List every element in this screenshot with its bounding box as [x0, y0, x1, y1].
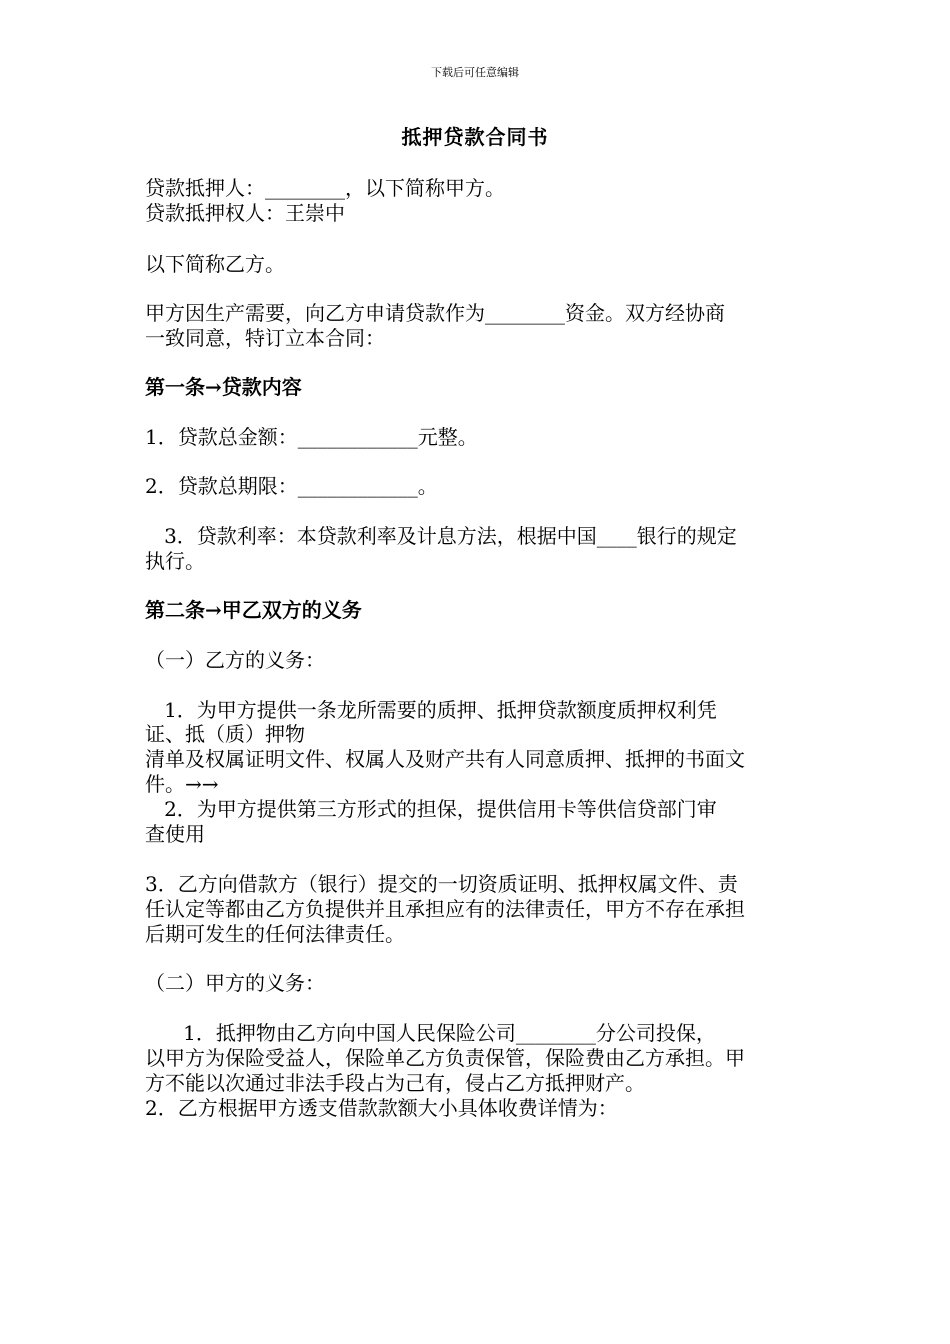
preamble-line-1: 甲方因生产需要，向乙方申请贷款作为________资金。双方经协商 — [145, 301, 725, 325]
b-item1-line-3: 清单及权属证明文件、权属人及财产共有人同意质押、抵押的书面文 — [145, 747, 745, 771]
article1-item2: 2．贷款总期限：____________。 — [145, 474, 438, 498]
article2-heading: 第二条→甲乙双方的义务 — [145, 598, 362, 622]
party-b-duties-heading: （一）乙方的义务： — [145, 648, 325, 672]
article1-item3-line-1: 3．贷款利率：本贷款利率及计息方法，根据中国____银行的规定 — [145, 524, 737, 548]
b-item1-line-2: 证、抵（质）押物 — [145, 722, 305, 746]
party-a-duties-heading: （二）甲方的义务： — [145, 971, 325, 995]
b-item2-line-1: 2．为甲方提供第三方形式的担保，提供信用卡等供信贷部门审 — [145, 797, 717, 821]
b-item1-line-1: 1．为甲方提供一条龙所需要的质押、抵押贷款额度质押权利凭 — [145, 698, 717, 722]
pledgee-abbrev-line: 以下简称乙方。 — [145, 252, 285, 276]
pledgor-line: 贷款抵押人：________，以下简称甲方。 — [145, 176, 505, 200]
a-item2-line: 2．乙方根据甲方透支借款款额大小具体收费详情为： — [145, 1096, 618, 1120]
a-item1-line-1: 1．抵押物由乙方向中国人民保险公司________分公司投保， — [145, 1021, 716, 1045]
preamble-line-2: 一致同意，特订立本合同： — [145, 326, 385, 350]
a-item1-line-3: 方不能以次通过非法手段占为己有，侵占乙方抵押财产。 — [145, 1071, 645, 1095]
b-item3-line-2: 任认定等都由乙方负提供并且承担应有的法律责任，甲方不存在承担 — [145, 897, 745, 921]
document-title: 抵押贷款合同书 — [401, 125, 549, 149]
b-item3-line-3: 后期可发生的任何法律责任。 — [145, 922, 405, 946]
article1-item3-line-2: 执行。 — [145, 549, 205, 573]
pledgee-line: 贷款抵押权人：王崇中 — [145, 201, 345, 225]
b-item3-line-1: 3．乙方向借款方（银行）提交的一切资质证明、抵押权属文件、责 — [145, 872, 738, 896]
b-item1-line-4: 件。→→ — [145, 772, 219, 796]
article1-heading: 第一条→贷款内容 — [145, 375, 302, 399]
a-item1-line-2: 以甲方为保险受益人，保险单乙方负责保管，保险费由乙方承担。甲 — [145, 1046, 745, 1070]
article1-item1: 1．贷款总金额：____________元整。 — [145, 425, 478, 449]
b-item2-line-2: 查使用 — [145, 822, 205, 846]
header-note: 下载后可任意编辑 — [431, 66, 519, 79]
